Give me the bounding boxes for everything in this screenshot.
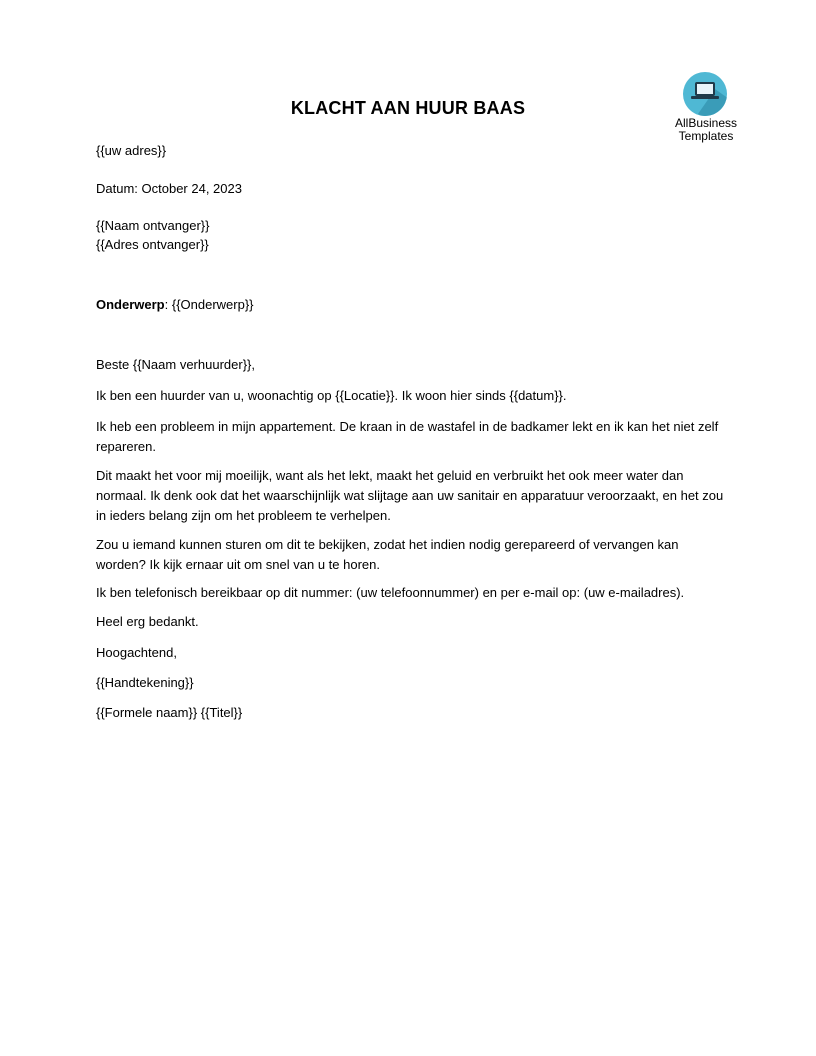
logo-text: AllBusiness Templates	[674, 116, 738, 143]
paragraph: Ik ben telefonisch bereikbaar op dit nummer: (uw telefoonnummer) en per e-mail op: (uw e-mailadres).	[96, 585, 685, 600]
salutation: Beste {{Naam verhuurder}},	[96, 357, 255, 372]
date-line: Datum: October 24, 2023	[96, 181, 242, 196]
paragraph: Ik heb een probleem in mijn appartement. De kraan in de wastafel in de badkamer lekt en ik kan het niet zelf repareren.	[96, 419, 719, 454]
paragraph: Zou u iemand kunnen sturen om dit te bekijken, zodat het indien nodig gerepareerd of vervangen kan worden? Ik kijk ernaar uit om snel van u te horen.	[96, 537, 679, 572]
sender-address: {{uw adres}}	[96, 143, 167, 158]
thanks-line: Heel erg bedankt.	[96, 614, 199, 629]
subject-value: : {{Onderwerp}}	[164, 297, 254, 312]
recipient-address: {{Adres ontvanger}}	[96, 237, 209, 252]
paragraph: Ik ben een huurder van u, woonachtig op {{Locatie}}. Ik woon hier sinds {{datum}}.	[96, 388, 567, 403]
name-title-placeholder: {{Formele naam}} {{Titel}}	[96, 705, 243, 720]
closing-line: Hoogachtend,	[96, 645, 177, 660]
subject-label: Onderwerp	[96, 297, 165, 312]
laptop-icon	[695, 82, 715, 96]
signature-placeholder: {{Handtekening}}	[96, 675, 194, 690]
subject-line	[96, 297, 254, 312]
recipient-name: {{Naam ontvanger}}	[96, 218, 210, 233]
document-title: KLACHT AAN HUUR BAAS	[290, 98, 526, 118]
paragraph: Dit maakt het voor mij moeilijk, want als het lekt, maakt het geluid en verbruikt het ook meer water dan normaal. Ik denk ook dat het waarschijnlijk wat slijtage aan uw sanitair en apparatuur veroorzaakt, en het zou in ieders belang zijn om het probleem te verhelpen.	[96, 468, 724, 523]
